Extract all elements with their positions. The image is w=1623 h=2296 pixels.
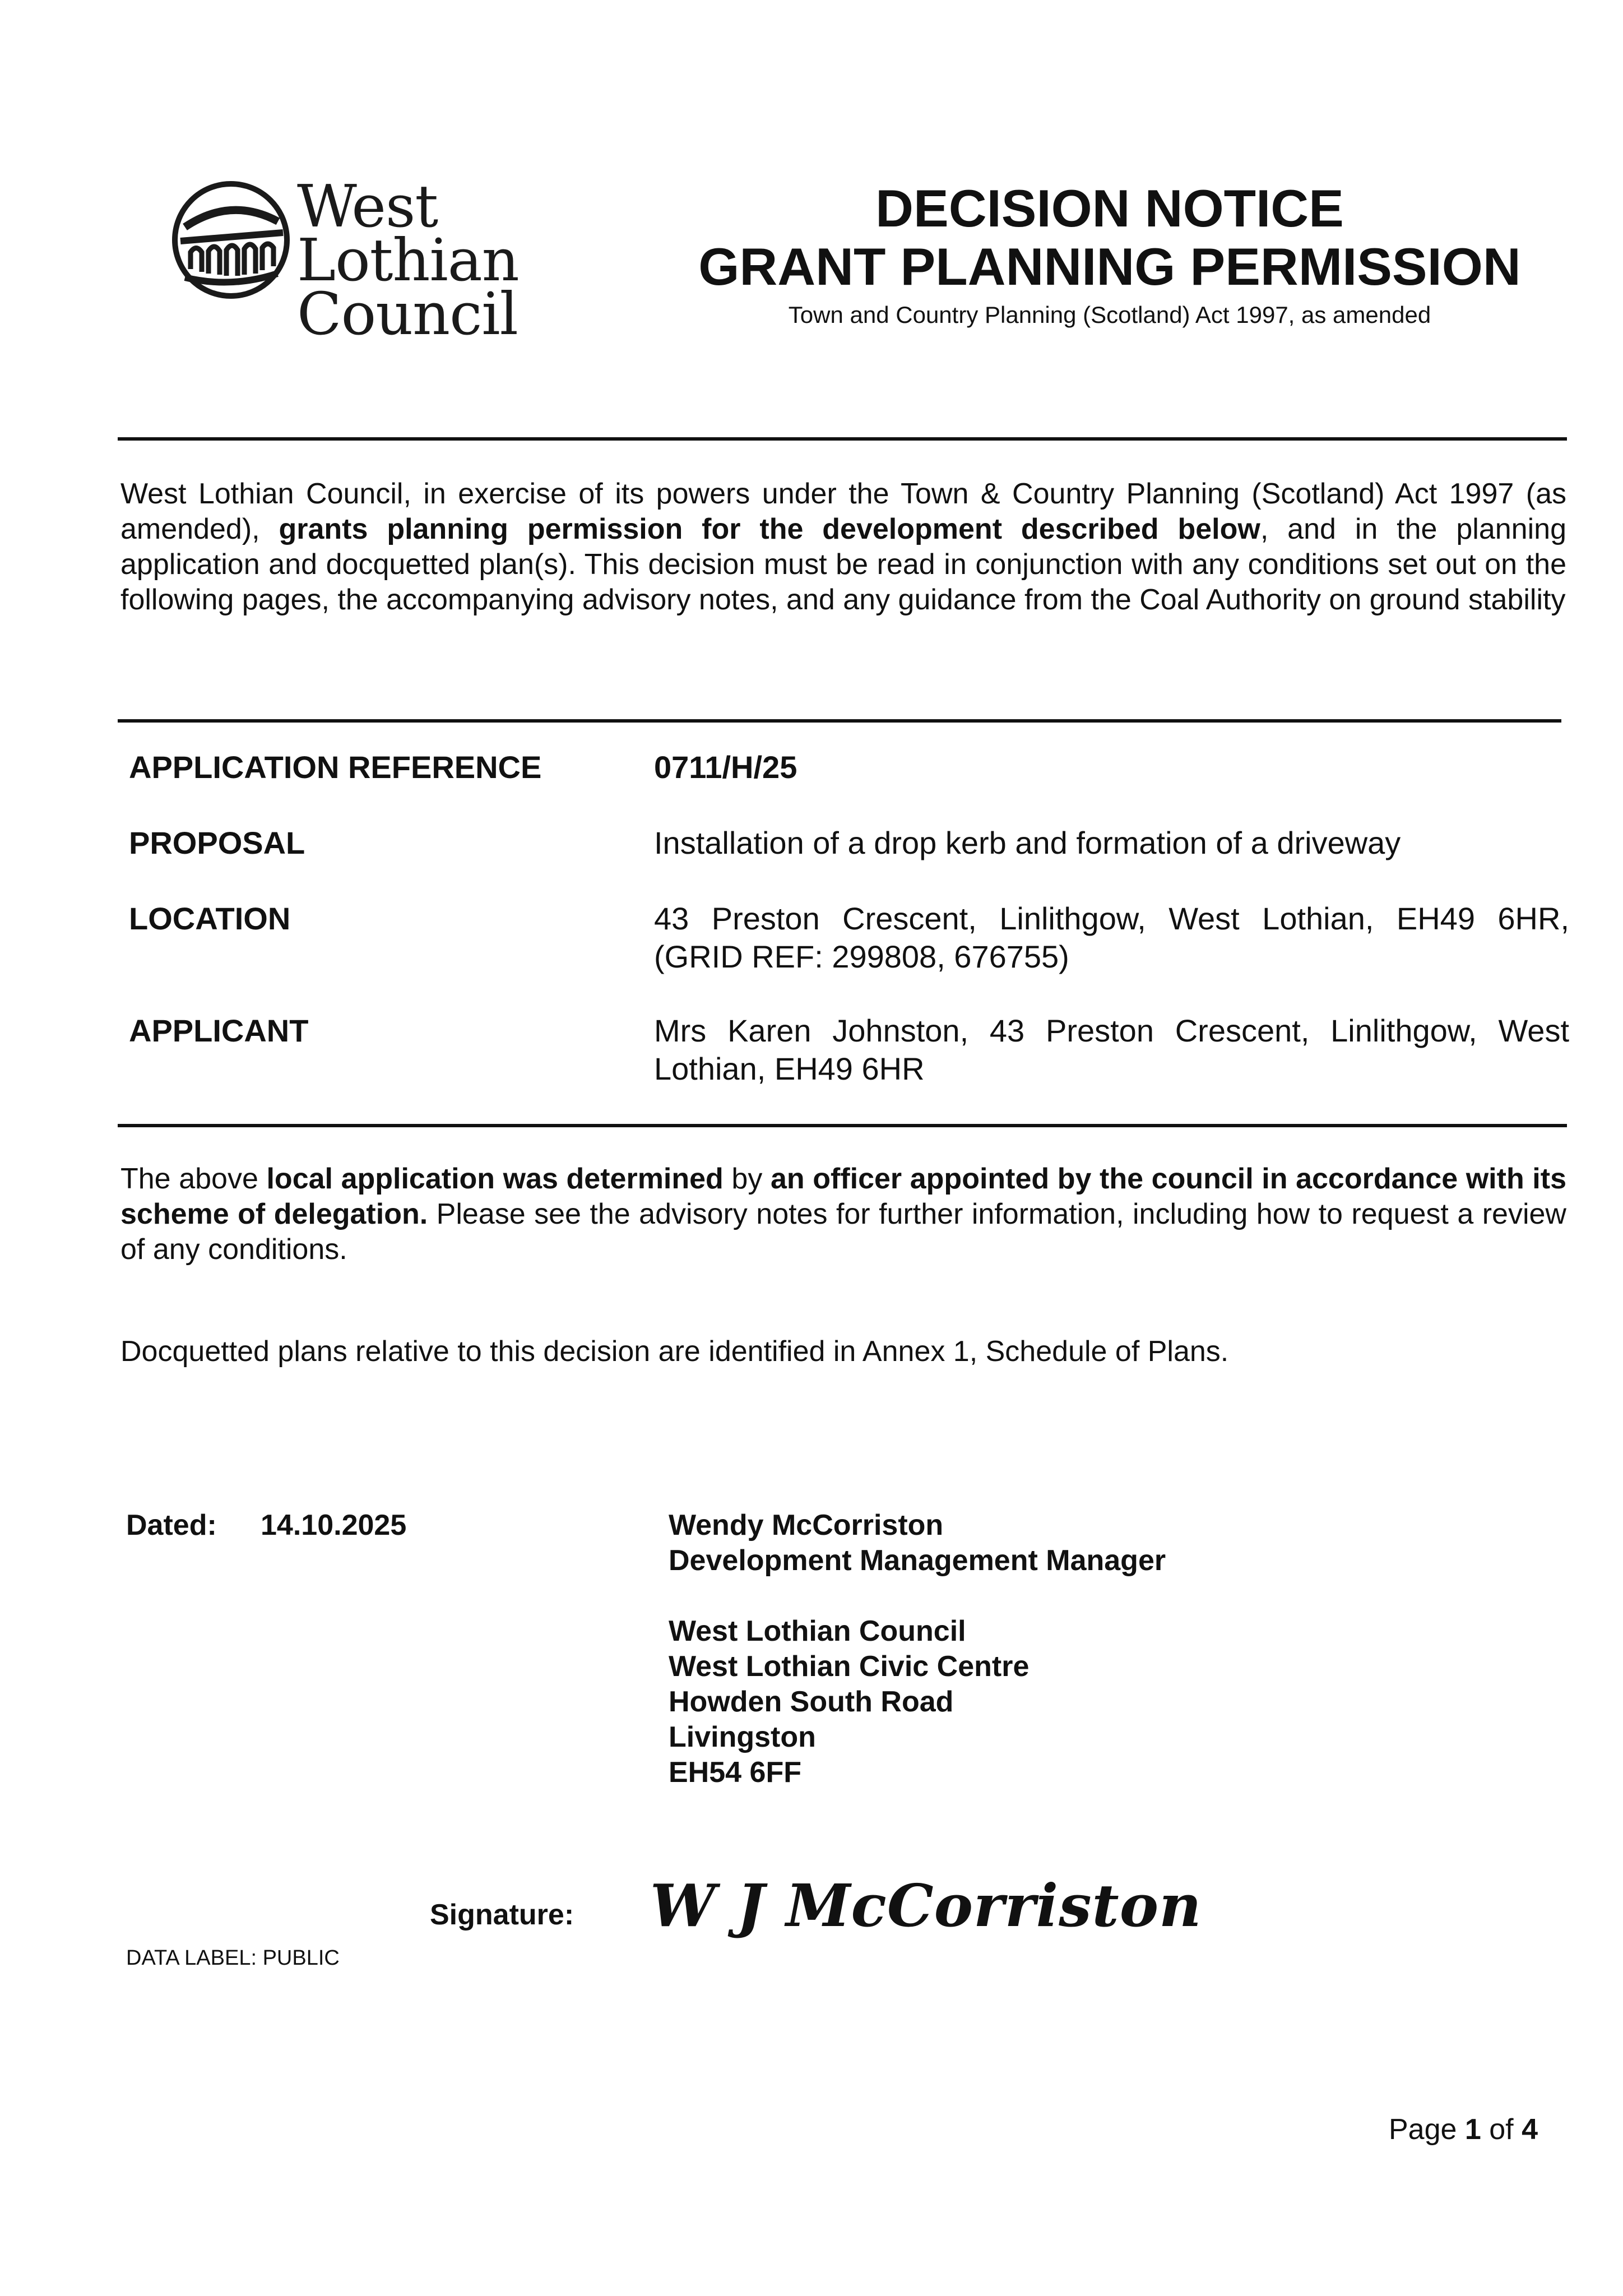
officer-name: Wendy McCorriston [669,1509,944,1542]
intro-text-cont: , and in the planning application and docquetted plan(s). This decision must be read in conjunction with any conditions set out on the following pages, the accompanying advisory notes, and any guidance from the Coal Authority on ground stability [120,513,1566,616]
notice-subtitle: GRANT PLANNING PERMISSION [698,237,1521,296]
page-of: of [1481,2113,1522,2146]
address-line: Howden South Road [669,1686,954,1718]
viaduct-emblem-icon [168,174,297,303]
address-line: West Lothian Civic Centre [669,1650,1030,1683]
notice-title-block [661,179,1558,331]
address-line: EH54 6FF [669,1756,801,1789]
determination-bold: an officer appointed by the council in accordance with its scheme of delegation. [120,1163,1566,1230]
divider [118,719,1561,723]
detail-label: PROPOSAL [129,825,305,860]
detail-value: Installation of a drop kerb and formation of a driveway [654,825,1401,860]
council-logo [168,172,616,348]
data-label: DATA LABEL: PUBLIC [126,1946,340,1970]
signature-label: Signature: [430,1899,574,1931]
address-line: Livingston [669,1721,816,1753]
detail-value: 43 Preston Crescent, Linlithgow, West Lothian, EH49 6HR, (GRID REF: 299808, 676755) [654,901,1569,974]
notice-title: DECISION NOTICE [875,179,1344,238]
officer-role: Development Management Manager [669,1544,1166,1577]
page-total: 4 [1522,2113,1538,2146]
handwritten-signature: W J McCorriston [650,1871,1202,1940]
dated-value: 14.10.2025 [261,1509,407,1542]
officer-block [669,1508,1166,1790]
logo-line-2: Council [297,280,518,348]
detail-value: 0711/H/25 [654,749,797,785]
detail-label: LOCATION [129,901,291,936]
determination-text: by [723,1163,771,1195]
divider [118,437,1567,441]
dated-label: Dated: [126,1509,217,1542]
intro-bold: grants planning permission for the development described below [279,513,1260,545]
detail-label: APPLICANT [129,1013,309,1048]
page-number [1389,2112,1538,2147]
act-reference: Town and Country Planning (Scotland) Act 1997, as amended [788,302,1431,328]
detail-label: APPLICATION REFERENCE [129,749,542,785]
determination-text: Please see the advisory notes for further information, including how to request a review of any conditions. [120,1198,1566,1266]
page-current: 1 [1464,2113,1481,2146]
determination-paragraph [120,1161,1566,1267]
page-prefix: Page [1389,2113,1465,2146]
detail-value: Mrs Karen Johnston, 43 Preston Crescent, Linlithgow, West Lothian, EH49 6HR [654,1013,1569,1086]
determination-bold: local application was determined [266,1163,724,1195]
intro-text: West Lothian Council, in exercise of its powers under the Town & Country Planning (Scotland) Act 1997 (as amended), [120,478,1566,545]
logo-line-1: West Lothian [297,172,519,294]
determination-text: The above [120,1163,267,1195]
intro-paragraph [120,476,1566,618]
plans-note: Docquetted plans relative to this decision are identified in Annex 1, Schedule of Plans. [120,1335,1229,1368]
divider [118,1124,1567,1127]
address-line: West Lothian Council [669,1615,966,1647]
